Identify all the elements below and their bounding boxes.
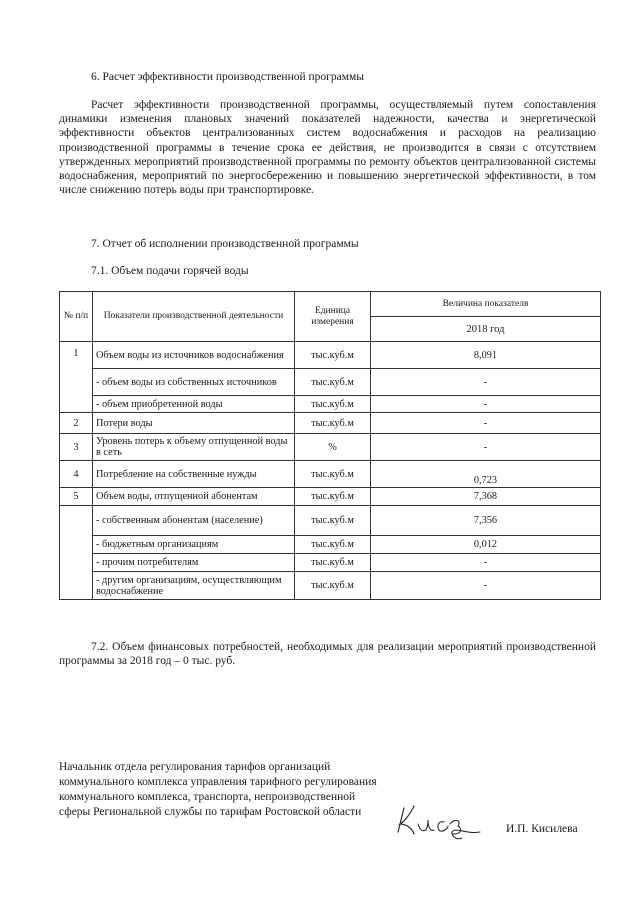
row-value: - bbox=[371, 396, 601, 413]
signatory-position: Начальник отдела регулирования тарифов организаций коммунального комплекса управления тарифного регулирования коммунального комплекса, транспорта, непроизводственной сферы Региональной службы по тарифам Ростовской области bbox=[59, 761, 377, 818]
row-value: - bbox=[371, 434, 601, 461]
row-indicator: Объем воды из источников водоснабжения bbox=[93, 342, 295, 369]
row-value: - bbox=[371, 369, 601, 396]
table-row bbox=[60, 461, 601, 488]
table-row bbox=[60, 506, 601, 536]
section-6-text: Расчет эффективности производственной программы, осуществляемый путем сопоставления динамики изменения плановых значений показателей надежности, качества и энергетической эффективности объектов централизованных систем водоснабжения и расходов на реализацию производственной программы в течение срока ее действия, не производится в связи с отсутствием утвержденных мероприятий производственной программы по ремонту объектов централизованной системы водоснабжения, мероприятий по энергосбережению и повышению энергетической эффективности, в том числе снижению потерь воды при транспортировке. bbox=[59, 99, 596, 197]
row-unit: тыс.куб.м bbox=[295, 506, 371, 536]
row-value: - bbox=[371, 554, 601, 572]
row-value: - bbox=[371, 572, 601, 600]
row-indicator: - объем приобретенной воды bbox=[93, 396, 295, 413]
table-row bbox=[60, 396, 601, 413]
row-num: 3 bbox=[60, 434, 93, 461]
header-unit: Единица измерения bbox=[295, 292, 371, 342]
header-indicator: Показатели производственной деятельности bbox=[93, 292, 295, 342]
row-indicator: Уровень потерь к объему отпущенной воды в сеть bbox=[93, 434, 295, 461]
section-7-1-heading: 7.1. Объем подачи горячей воды bbox=[91, 265, 249, 277]
header-value-group: Величина показателя bbox=[371, 292, 601, 317]
row-num bbox=[60, 506, 93, 600]
row-indicator: Объем воды, отпущенной абонентам bbox=[93, 488, 295, 506]
row-value: 0,723 bbox=[371, 461, 601, 488]
table-row bbox=[60, 572, 601, 600]
row-num: 2 bbox=[60, 413, 93, 434]
section-6-heading: 6. Расчет эффективности производственной программы bbox=[91, 71, 365, 83]
table-row bbox=[60, 342, 601, 369]
section-7-2-text: 7.2. Объем финансовых потребностей, необходимых для реализации мероприятий производственной программы за 2018 год – 0 тыс. руб. bbox=[59, 641, 596, 668]
row-indicator: - прочим потребителям bbox=[93, 554, 295, 572]
row-unit: тыс.куб.м bbox=[295, 554, 371, 572]
row-indicator: - собственным абонентам (население) bbox=[93, 506, 295, 536]
row-num: 5 bbox=[60, 488, 93, 506]
row-unit: тыс.куб.м bbox=[295, 536, 371, 554]
table-row bbox=[60, 554, 601, 572]
row-unit: тыс.куб.м bbox=[295, 396, 371, 413]
row-value: - bbox=[371, 413, 601, 434]
table-row bbox=[60, 488, 601, 506]
table-row bbox=[60, 369, 601, 396]
row-value: 7,368 bbox=[371, 488, 601, 506]
row-unit: % bbox=[295, 434, 371, 461]
row-unit: тыс.куб.м bbox=[295, 461, 371, 488]
hot-water-supply-table bbox=[59, 291, 601, 600]
table-header-row bbox=[60, 292, 601, 317]
row-indicator: - другим организациям, осуществляющим водоснабжение bbox=[93, 572, 295, 600]
row-num: 4 bbox=[60, 461, 93, 488]
row-num: 1 bbox=[60, 342, 93, 413]
row-unit: тыс.куб.м bbox=[295, 488, 371, 506]
row-unit: тыс.куб.м bbox=[295, 572, 371, 600]
table-row bbox=[60, 413, 601, 434]
handwritten-signature bbox=[392, 790, 492, 842]
row-value: 8,091 bbox=[371, 342, 601, 369]
signatory-name: И.П. Кисилева bbox=[506, 823, 578, 835]
row-unit: тыс.куб.м bbox=[295, 413, 371, 434]
row-value: 7,356 bbox=[371, 506, 601, 536]
table-row bbox=[60, 536, 601, 554]
header-year: 2018 год bbox=[371, 317, 601, 342]
row-indicator: - бюджетным организациям bbox=[93, 536, 295, 554]
section-7-heading: 7. Отчет об исполнении производственной программы bbox=[91, 238, 359, 250]
row-unit: тыс.куб.м bbox=[295, 369, 371, 396]
table-row bbox=[60, 434, 601, 461]
header-num: № п/п bbox=[60, 292, 93, 342]
row-value: 0,012 bbox=[371, 536, 601, 554]
row-indicator: Потребление на собственные нужды bbox=[93, 461, 295, 488]
row-unit: тыс.куб.м bbox=[295, 342, 371, 369]
row-indicator: - объем воды из собственных источников bbox=[93, 369, 295, 396]
row-indicator: Потери воды bbox=[93, 413, 295, 434]
